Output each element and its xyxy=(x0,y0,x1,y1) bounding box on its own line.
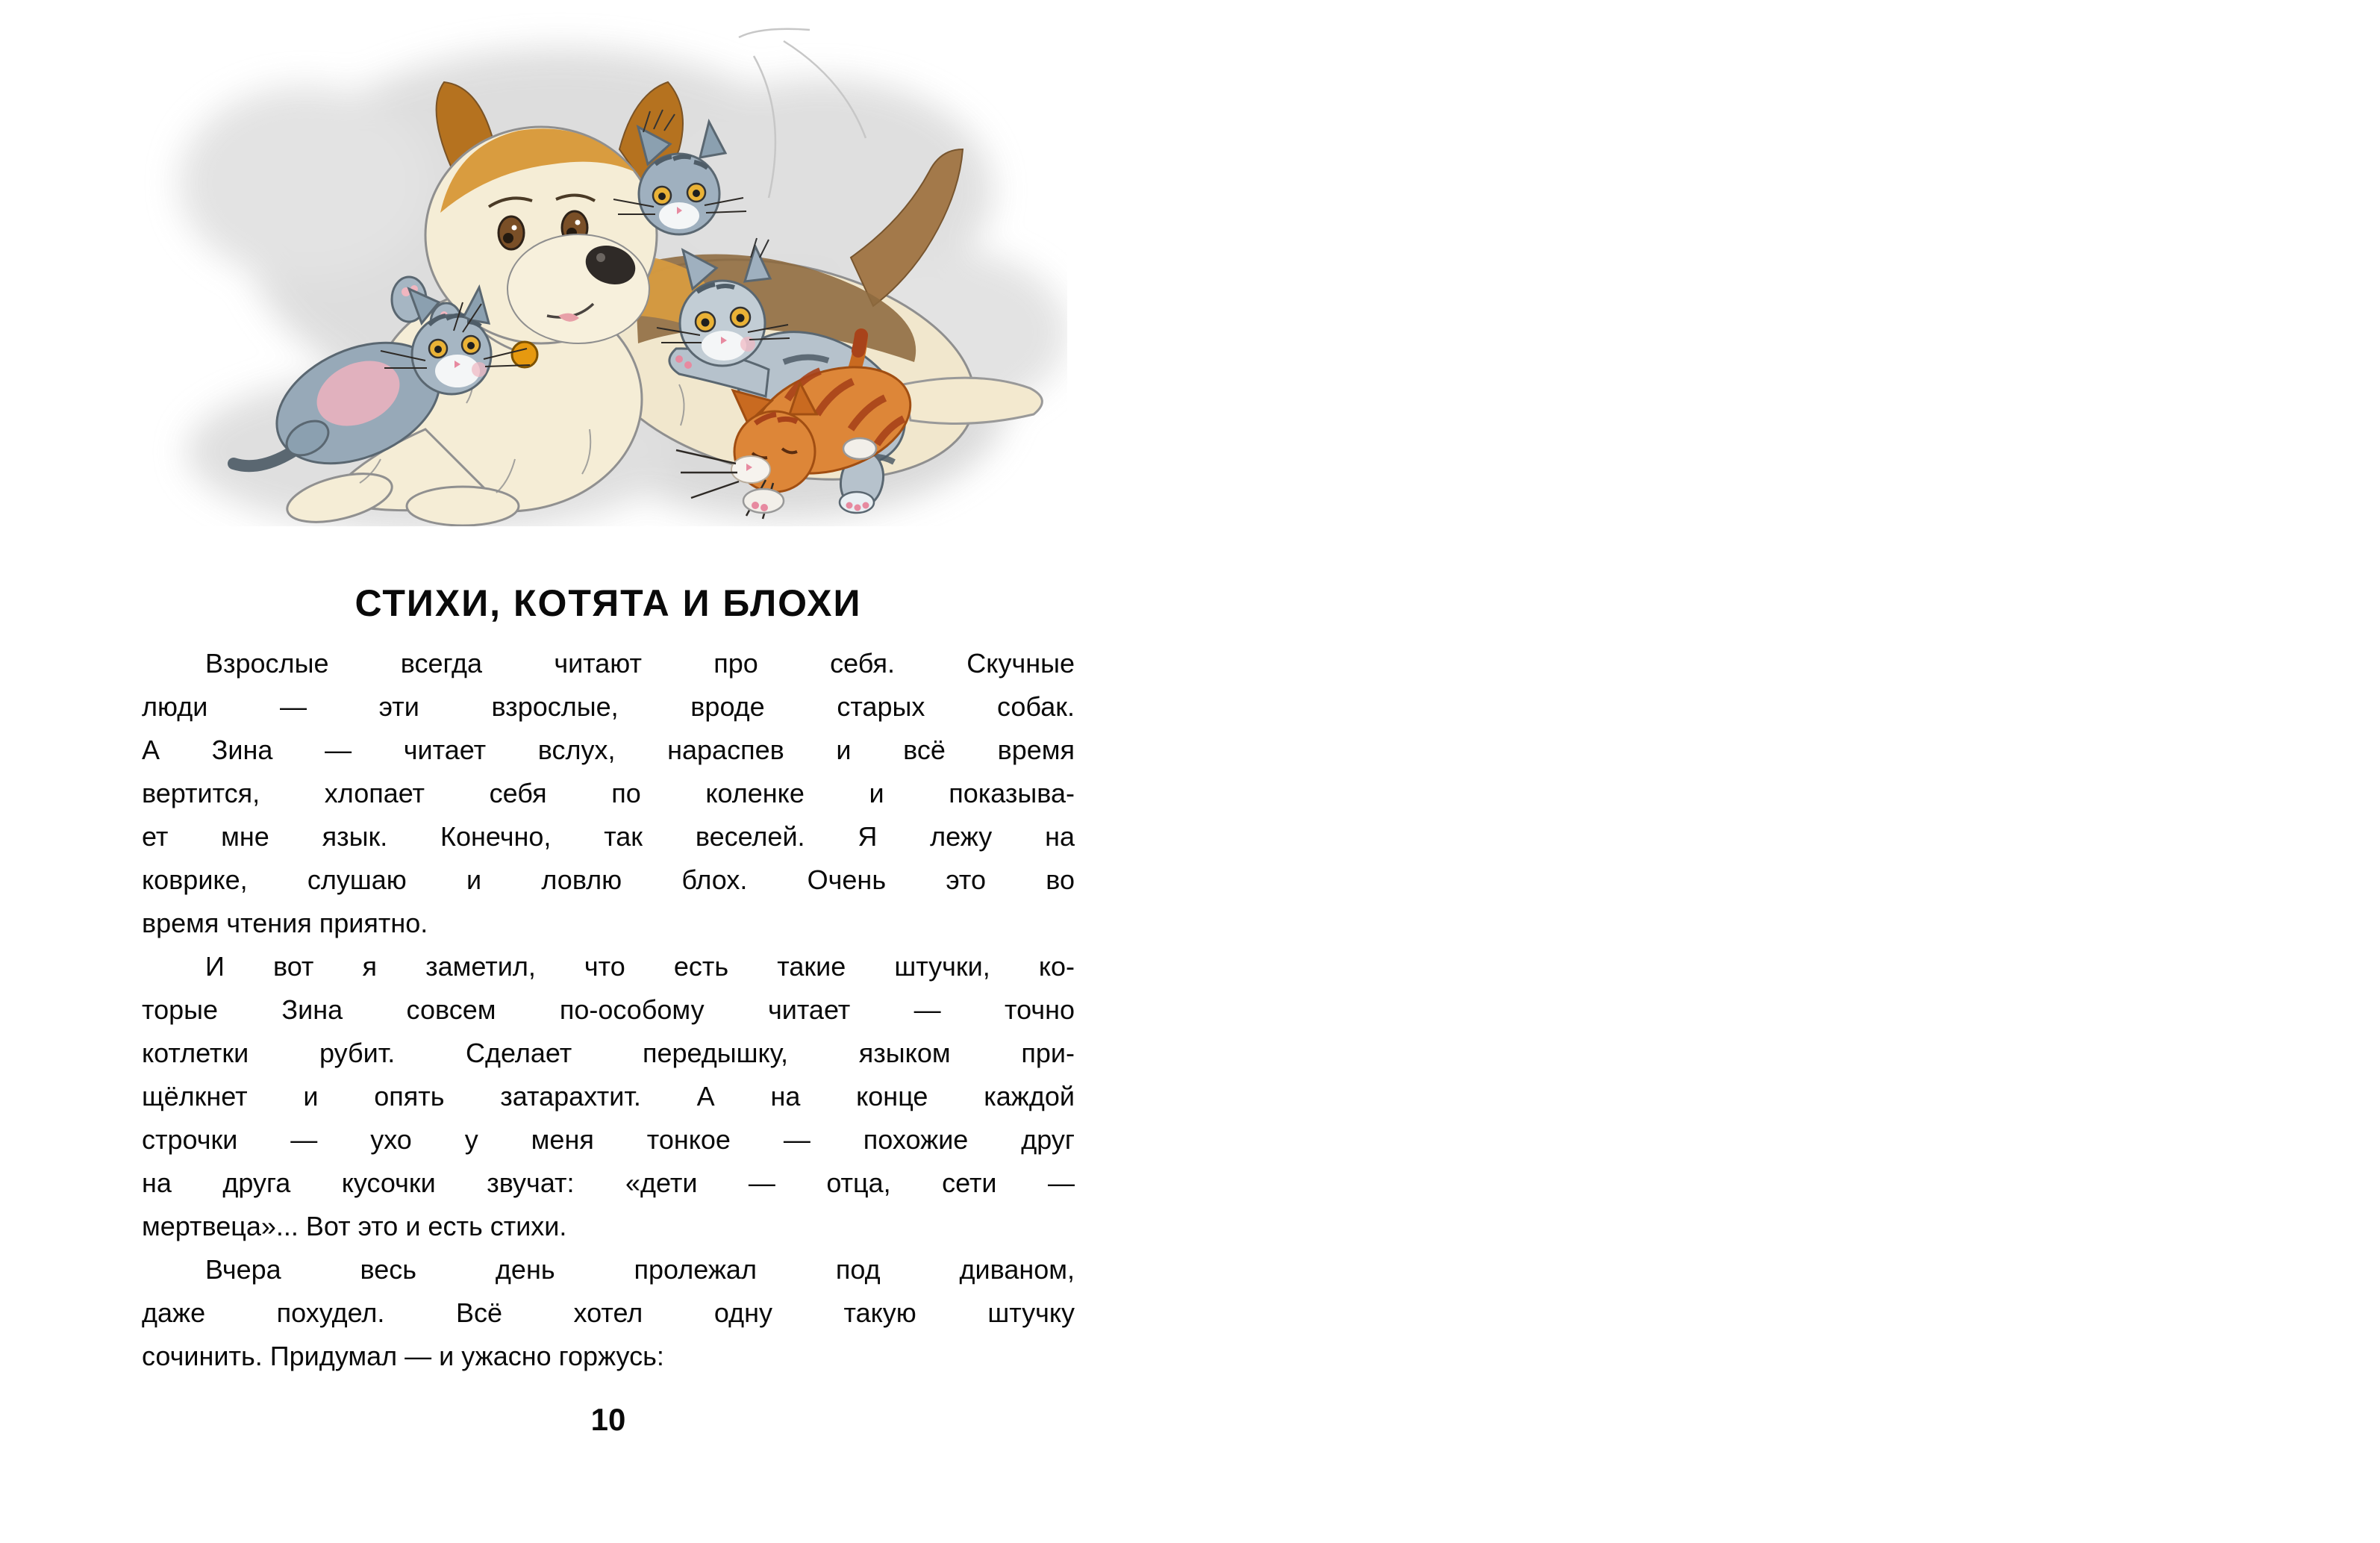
text-line: Вчера весь день пролежал под диваном, xyxy=(205,1254,1075,1285)
left-page-body-text xyxy=(142,642,1075,1378)
text-line: коврике, слушаю и ловлю блох. Очень это во xyxy=(142,864,1075,895)
kitten-muzzle xyxy=(731,456,770,483)
text-line: на друга кусочки звучат: «дети — отца, сети — xyxy=(142,1168,1075,1198)
right-page xyxy=(1190,0,2380,1543)
illustration-dog-and-kittens xyxy=(112,11,1067,526)
text-line: Взрослые всегда читают про себя. Скучные xyxy=(205,648,1075,679)
page-number-left: 10 xyxy=(590,1402,626,1437)
kitten-muzzle xyxy=(702,331,746,361)
text-line: торые Зина совсем по-особому читает — точно xyxy=(142,994,1075,1025)
kitten-muzzle xyxy=(659,202,699,229)
text-line: сочинить. Придумал — и ужасно горжусь: xyxy=(142,1341,664,1371)
text-line: И вот я заметил, что есть такие штучки, ко- xyxy=(205,951,1075,982)
kitten-white-paw xyxy=(843,438,876,459)
text-line: время чтения приятно. xyxy=(142,908,428,938)
text-line: мертвеца»... Вот это и есть стихи. xyxy=(142,1211,567,1241)
text-line: котлетки рубит. Сделает передышку, языком при- xyxy=(142,1038,1075,1068)
chapter-title: СТИХИ, КОТЯТА И БЛОХИ xyxy=(354,582,862,624)
dog-collar-medallion xyxy=(512,342,537,367)
text-line: ет мне язык. Конечно, так веселей. Я лежу на xyxy=(142,821,1075,852)
dog-front-paw xyxy=(407,487,519,526)
dog-with-kittens-illustration xyxy=(112,11,1067,526)
text-line: даже похудел. Всё хотел одну такую штучку xyxy=(142,1297,1075,1328)
text-line: вертится, хлопает себя по коленке и показыва- xyxy=(142,778,1075,808)
text-line: строчки — ухо у меня тонкое — похожие друг xyxy=(142,1124,1075,1155)
text-line: щёлкнет и опять затарахтит. А на конце каждой xyxy=(142,1081,1075,1112)
text-line: люди — эти взрослые, вроде старых собак. xyxy=(142,691,1075,722)
text-line: А Зина — читает вслух, нараспев и всё время xyxy=(142,735,1075,765)
dog-rear-leg xyxy=(903,378,1042,423)
